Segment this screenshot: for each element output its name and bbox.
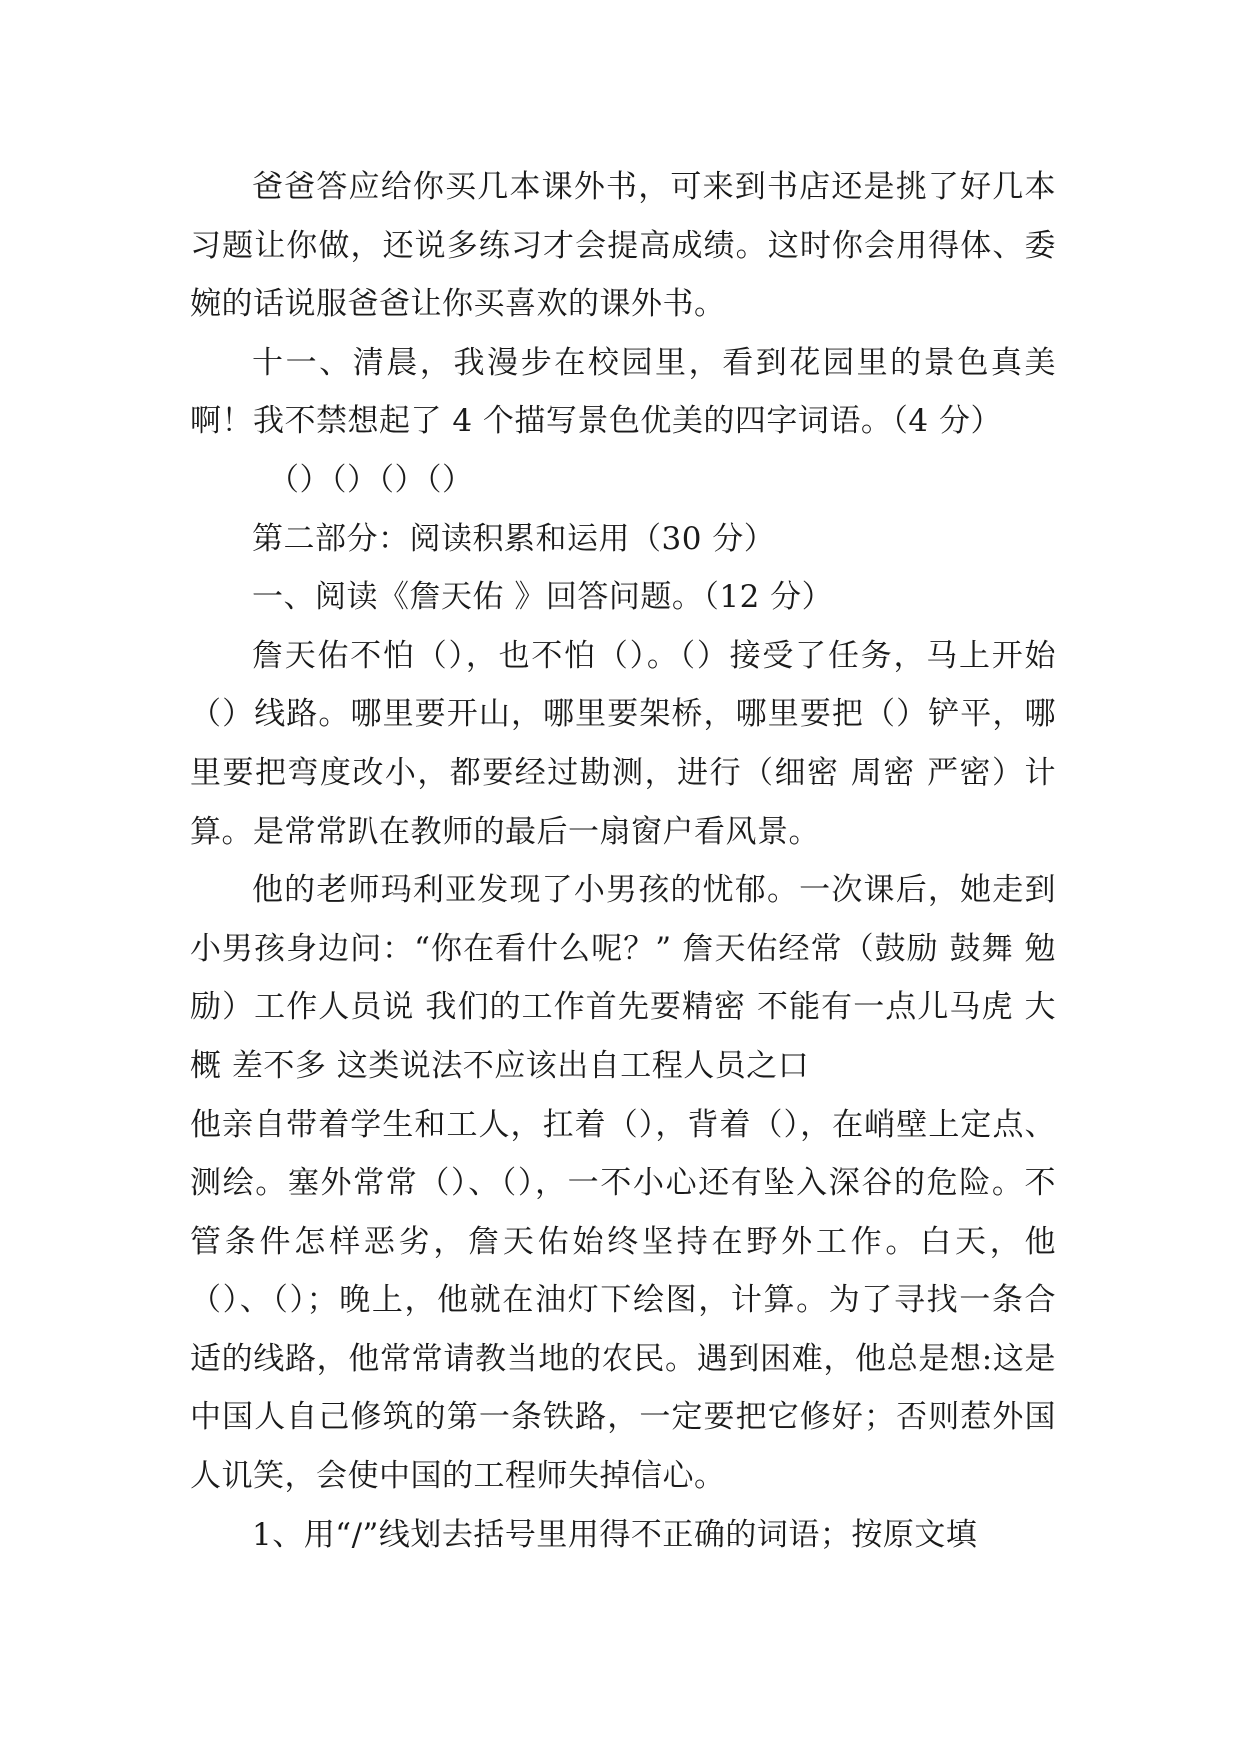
reading-question-heading: 一、阅读《詹天佑 》回答问题。（12 分） <box>252 579 834 616</box>
paragraph-book-request: 爸爸答应给你买几本课外书，可来到书店还是挑了好几本习题让你做，还说多练习才会提高成绩。这时你会用得体、委婉的话说服爸爸让你买喜欢的课外书。 <box>190 169 1056 323</box>
section-two-heading: 第二部分：阅读积累和运用（30 分） <box>252 520 776 557</box>
reading-passage-2: 他的老师玛利亚发现了小男孩的忧郁。一次课后，她走到小男孩身边问：“你在看什么呢？” 詹天佑经常（鼓励 鼓舞 勉励）工作人员说 我们的工作首先要精密 不能有一点儿马虎 大概 差不多 这类说法不应该出自工程人员之口 <box>190 872 1056 1084</box>
answer-blanks: （）（）（）（） <box>268 461 474 498</box>
reading-passage-3: 他亲自带着学生和工人，扛着（），背着（），在峭壁上定点、测绘。塞外常常（）、（），一不小心还有坠入深谷的危险。不管条件怎样恶劣，詹天佑始终坚持在野外工作。白天，他（）、（）；晚上，他就在油灯下绘图，计算。为了寻找一条合适的线路，他常常请教当地的农民。遇到困难，他总是想:这是中国人自己修筑的第一条铁路，一定要把它修好；否则惹外国人讥笑，会使中国的工程师失掉信心。 <box>190 1106 1056 1495</box>
question-eleven: 十一、清晨，我漫步在校园里，看到花园里的景色真美啊！我不禁想起了 4 个描写景色优美的四字词语。（4 分） <box>190 344 1056 440</box>
reading-passage-1: 詹天佑不怕（），也不怕（）。（）接受了任务，马上开始（）线路。哪里要开山，哪里要架桥，哪里要把（）铲平，哪里要把弯度改小，都要经过勘测，进行（细密 周密 严密）计算。是常常趴在教师的最后一扇窗户看风景。 <box>190 637 1056 850</box>
sub-question-1: 1、用“/”线划去括号里用得不正确的词语；按原文填 <box>252 1516 978 1553</box>
document-page <box>190 158 1056 1638</box>
